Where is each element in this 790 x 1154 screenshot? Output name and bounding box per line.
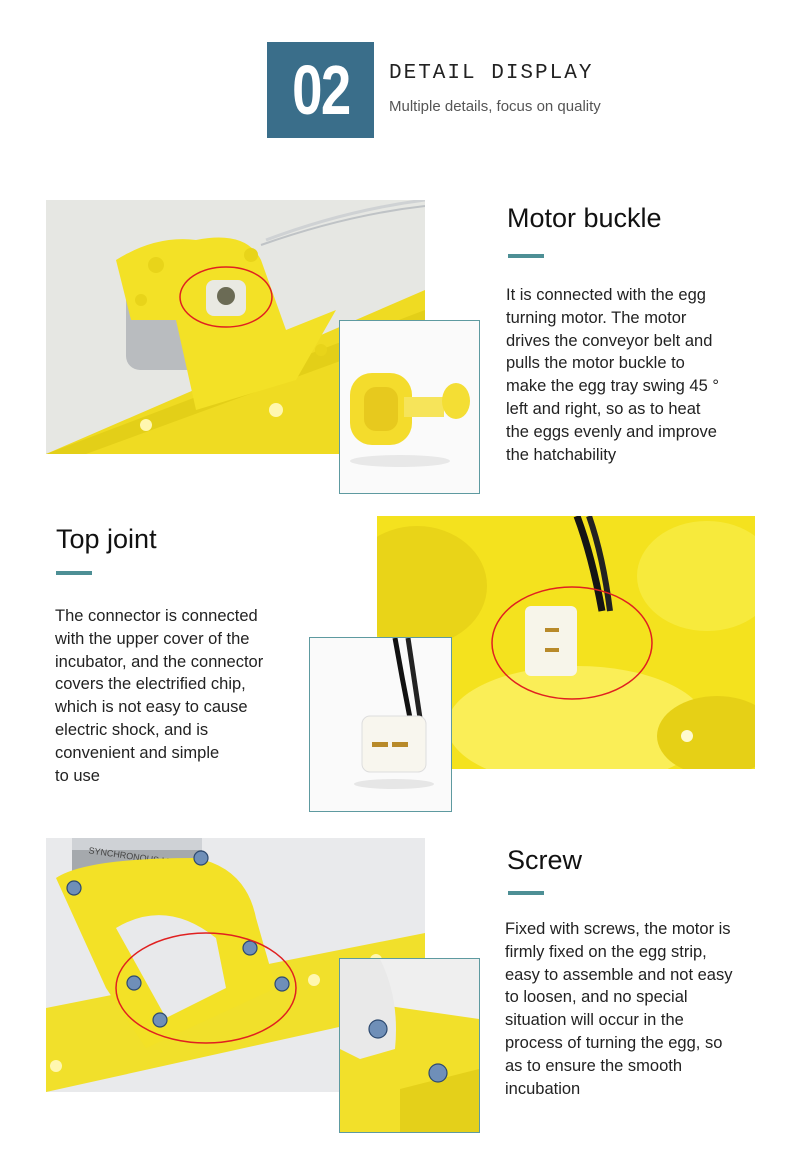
description-line: convenient and simple bbox=[55, 743, 220, 762]
top-joint-title: Top joint bbox=[56, 524, 157, 554]
description-line: make the egg tray swing 45 ° bbox=[506, 377, 719, 396]
motor-buckle-rule bbox=[508, 254, 544, 258]
description-line: situation will occur in the bbox=[505, 1011, 684, 1030]
top-joint-description bbox=[55, 605, 305, 787]
description-line: with the upper cover of the bbox=[55, 629, 250, 648]
description-line: Fixed with screws, the motor is bbox=[505, 920, 731, 938]
description-line: the hatchability bbox=[506, 445, 617, 464]
screw-description bbox=[505, 918, 785, 1100]
description-line: easy to assemble and not easy bbox=[505, 965, 733, 984]
description-line: firmly fixed on the egg strip, bbox=[505, 942, 707, 961]
section-title: DETAIL DISPLAY bbox=[389, 62, 594, 85]
screw-rule bbox=[508, 891, 544, 895]
description-line: It is connected with the egg bbox=[506, 286, 706, 304]
top-joint-inset-photo bbox=[309, 637, 452, 812]
section-number-badge bbox=[267, 42, 374, 138]
description-line: left and right, so as to heat bbox=[506, 399, 701, 418]
description-line: covers the electrified chip, bbox=[55, 675, 246, 694]
section-number: 02 bbox=[291, 51, 350, 129]
description-line: drives the conveyor belt and bbox=[506, 331, 713, 350]
description-line: process of turning the egg, so bbox=[505, 1033, 723, 1052]
motor-buckle-description bbox=[506, 284, 776, 466]
description-line: to loosen, and no special bbox=[505, 988, 688, 1007]
description-line: electric shock, and is bbox=[55, 720, 209, 739]
description-line: The connector is connected bbox=[55, 607, 258, 625]
description-line: incubation bbox=[505, 1079, 581, 1098]
top-joint-rule bbox=[56, 571, 92, 575]
motor-buckle-inset-photo bbox=[339, 320, 480, 494]
motor-buckle-title: Motor buckle bbox=[507, 203, 662, 233]
description-line: as to ensure the smooth bbox=[505, 1056, 683, 1075]
description-line: turning motor. The motor bbox=[506, 308, 687, 327]
section-subtitle: Multiple details, focus on quality bbox=[389, 98, 601, 115]
screw-title: Screw bbox=[507, 845, 583, 875]
description-line: to use bbox=[55, 766, 100, 785]
screw-inset-photo bbox=[339, 958, 480, 1133]
description-line: incubator, and the connector bbox=[55, 652, 264, 671]
description-line: which is not easy to cause bbox=[55, 698, 248, 717]
description-line: pulls the motor buckle to bbox=[506, 354, 685, 373]
description-line: the eggs evenly and improve bbox=[506, 422, 717, 441]
